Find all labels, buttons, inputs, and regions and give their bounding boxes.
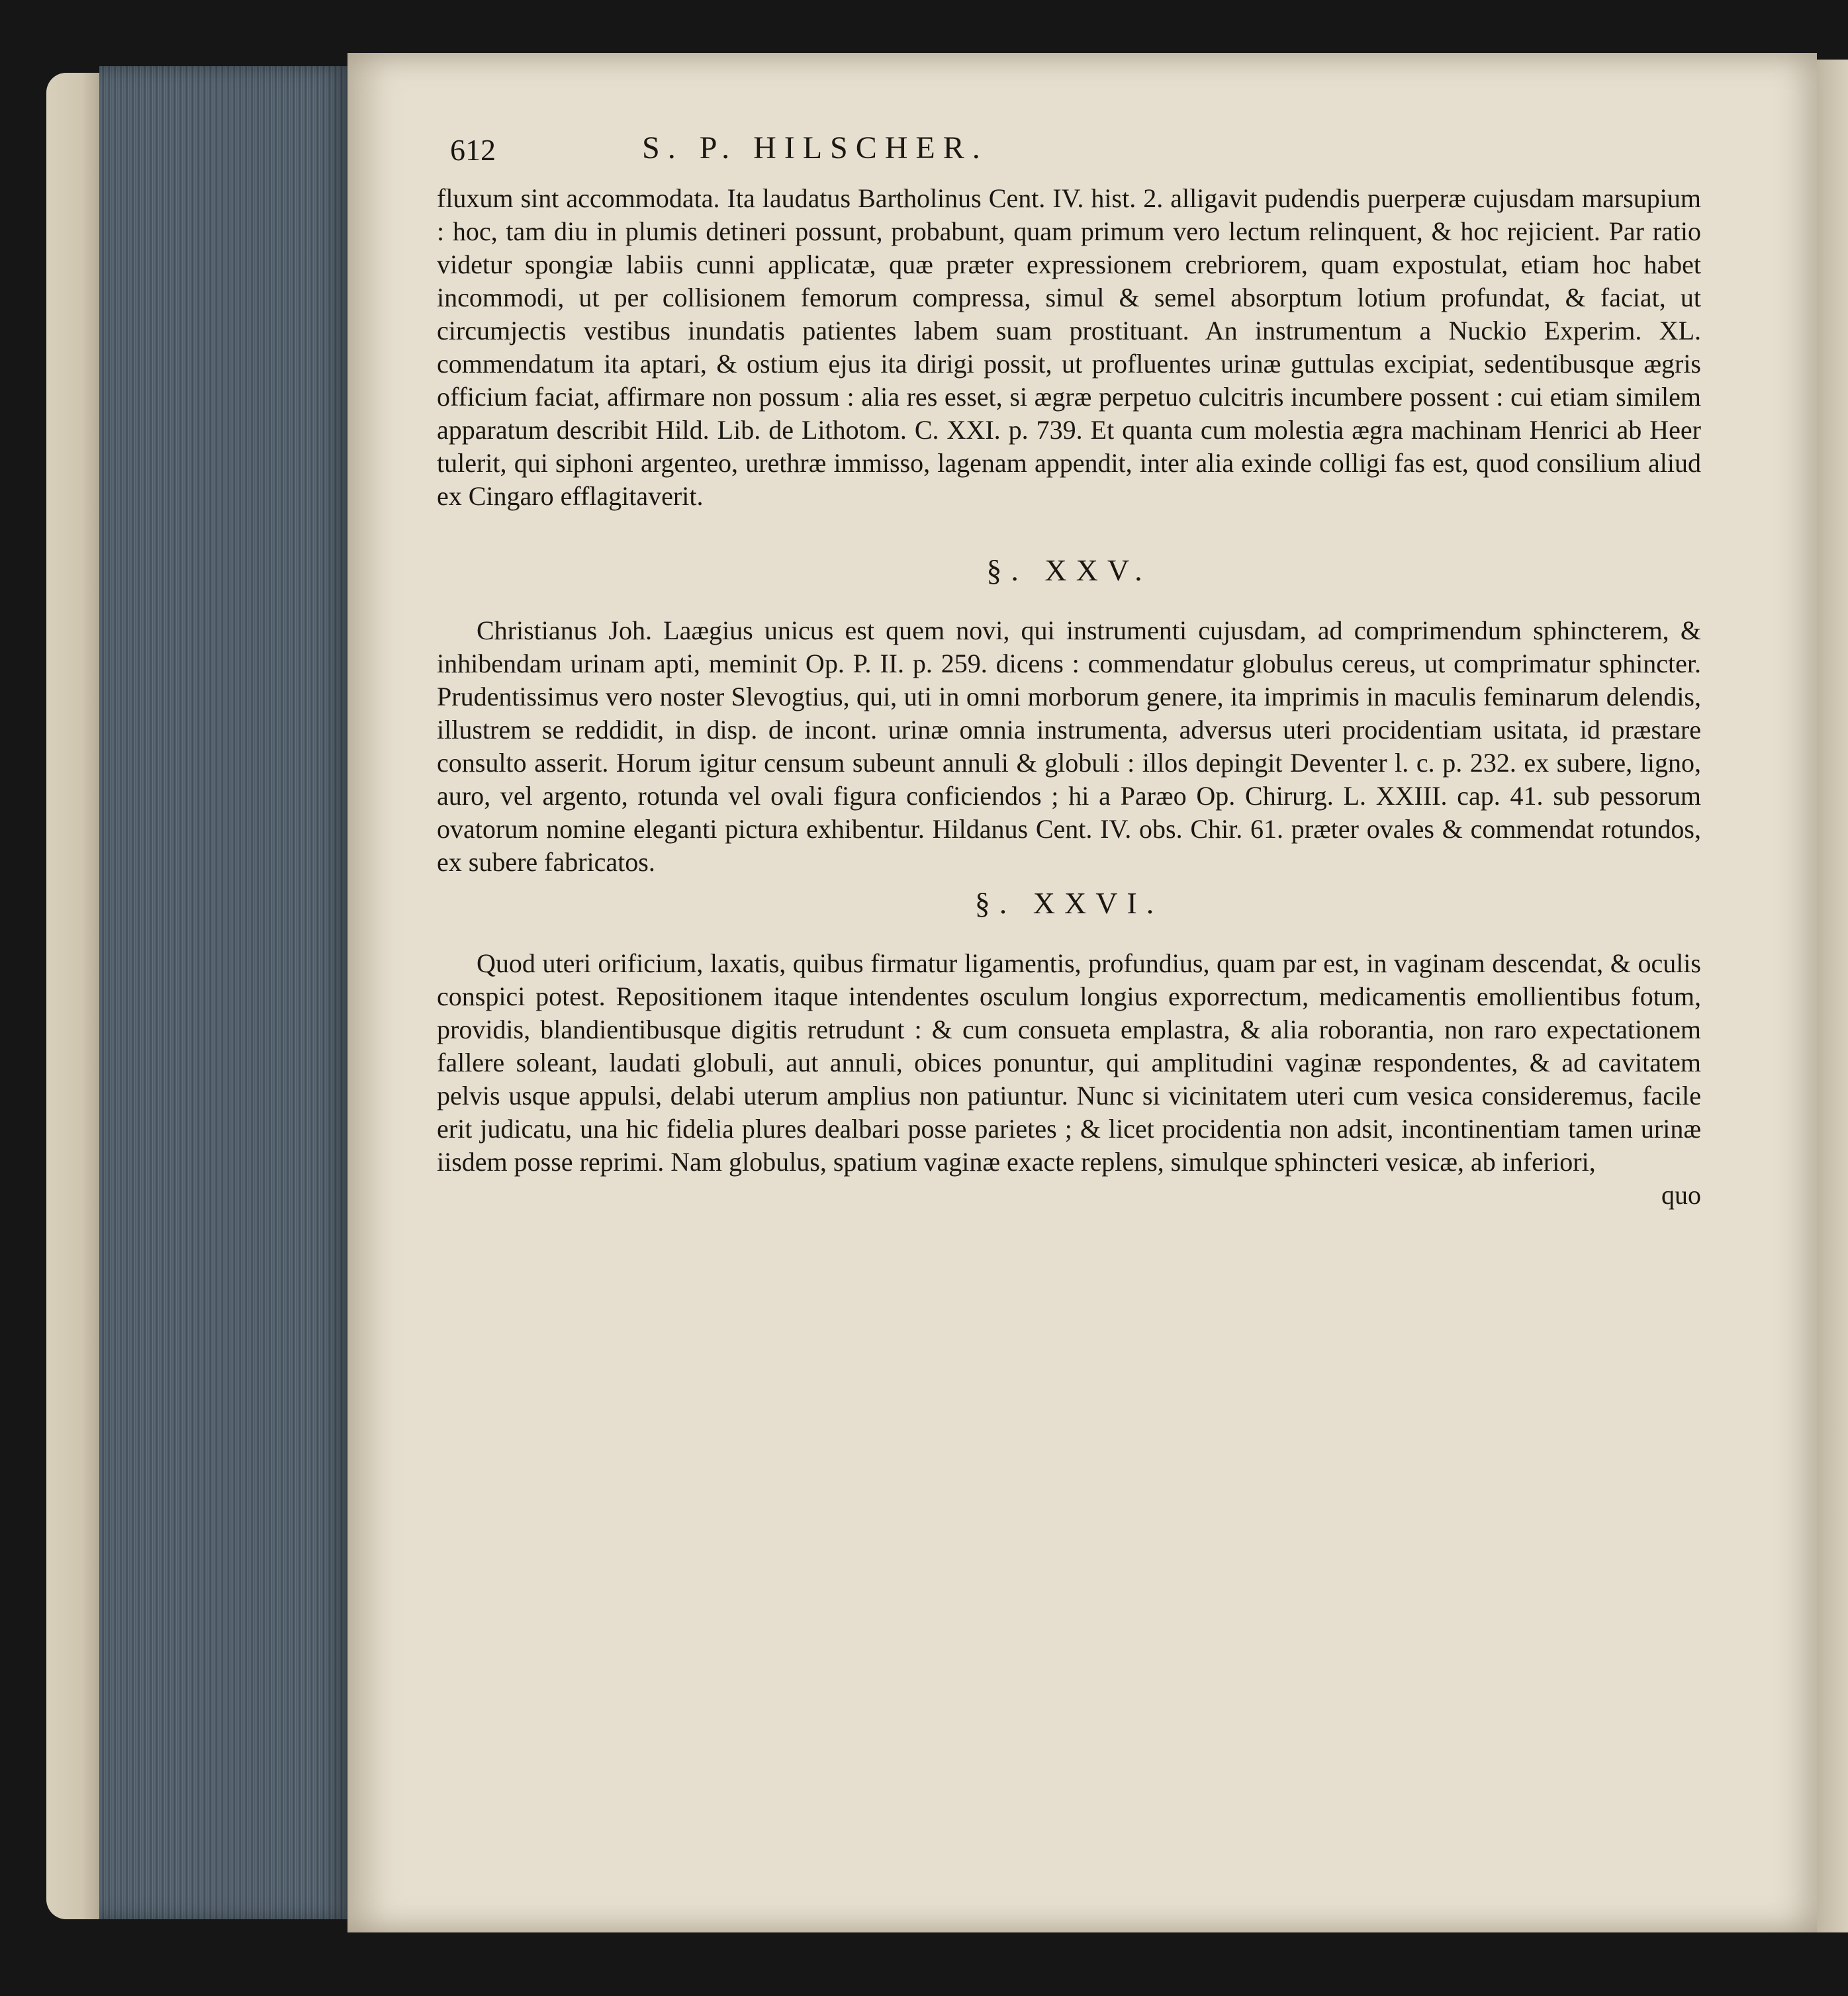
book-cover-edge bbox=[46, 73, 106, 1919]
page-edges bbox=[99, 66, 351, 1919]
running-title: S. P. HILSCHER. bbox=[642, 130, 988, 165]
paragraph: fluxum sint accommodata. Ita laudatus Bartholinus Cent. IV. hist. 2. alligavit pudendis puerperæ cujusdam marsupium : hoc, tam diu in plumis detineri possunt, probabunt, quam primum vero lectum relinquent, & hoc rejicient. Par ratio videtur spongiæ labiis cunni applicatæ, quæ præter expressionem crebriorem, quam expostulat, etiam hoc habet incommodi, ut per collisionem femorum compressa, simul & semel absorptum lotium profundat, & faciat, ut circumjectis vestibus inundatis patientes labem suam prostituant. An instrumentum a Nuckio Experim. XL. commendatum ita aptari, & ostium ejus ita dirigi possit, ut profluentes urinæ guttulas excipiat, sedentibusque ægris officium faciat, affirmare non possum : alia res esset, si ægræ perpetuo culcitris incumbere possent : cui etiam similem apparatum describit Hild. Lib. de Lithotom. C. XXI. p. 739. Et quanta cum molestia ægra machinam Henrici ab Heer tulerit, qui siphoni argenteo, urethræ immisso, lagenam appendit, inter alia exinde colligi fas est, quod consilium aliud ex Cingaro efflagitaverit. bbox=[437, 183, 1701, 511]
paragraph: Christianus Joh. Laægius unicus est quem novi, qui instrumenti cujusdam, ad comprimendum sphincterem, & inhibendam urinam apti, meminit Op. P. II. p. 259. dicens : commendatur globulus cereus, ut comprimatur sphincter. Prudentissimus vero noster Slevogtius, qui, uti in omni morborum genere, ita imprimis in maculis feminarum delendis, illustrem se reddidit, in disp. de incont. urinæ omnia instrumenta, adversus uteri procidentiam usitata, id præstare consulto asserit. Horum igitur censum subeunt annuli & globuli : illos depingit Deventer l. c. p. 232. ex subere, ligno, auro, vel argento, rotunda vel ovali figura conficiendos ; hi a Paræo Op. Chirurg. L. XXIII. cap. 41. sub pessorum ovatorum nomine eleganti pictura exhibentur. Hildanus Cent. IV. obs. Chir. 61. præter ovales & commendat rotundos, ex subere fabricatos. bbox=[437, 615, 1701, 877]
paragraph: Quod uteri orificium, laxatis, quibus firmatur ligamentis, profundius, quam par est, in vaginam descendat, & oculis conspici potest. Repositionem itaque intendentes osculum longius exporrectum, medicamentis emollientibus fotum, providis, blandientibusque digitis retrudunt : & cum consueta emplastra, & alia roborantia, non raro expectationem fallere soleant, laudati globuli, aut annuli, obices ponuntur, qui amplitudini vaginæ respondentes, & ad cavitatem pelvis usque appulsi, delabi uterum amplius non patiuntur. Nunc si vicinitatem uteri cum vesica consideremus, facile erit judicatu, una hic fidelia plures dealbari posse parietes ; & licet procidentia non adsit, incontinentiam tamen urinæ iisdem posse reprimi. Nam globulus, spatium vaginæ exacte replens, simulque sphincteri vesicæ, ab inferiori, bbox=[437, 948, 1701, 1177]
running-head bbox=[437, 119, 1701, 182]
page-text bbox=[437, 119, 1701, 1212]
page-number: 612 bbox=[450, 133, 496, 167]
section-heading: §. XXVI. bbox=[974, 886, 1164, 920]
section-heading: §. XXV. bbox=[986, 553, 1152, 587]
facing-page-edge bbox=[1817, 60, 1848, 1932]
catchword: quo bbox=[1661, 1180, 1701, 1210]
